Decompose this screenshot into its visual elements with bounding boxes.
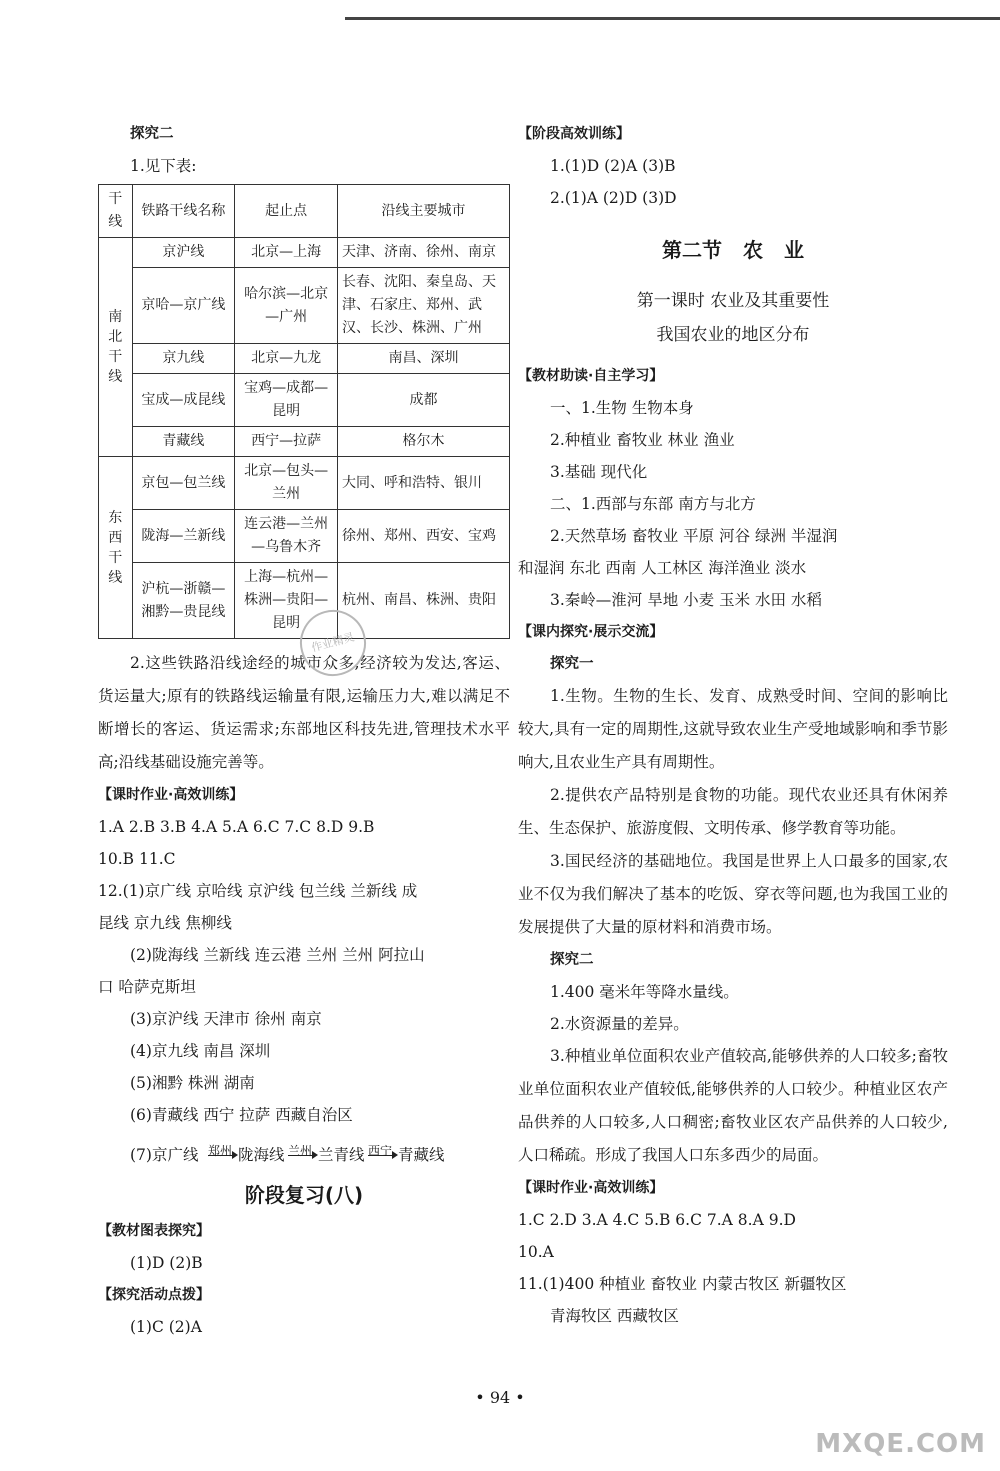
explore1-para2: 2.提供农产品特别是食物的功能。现代农业还具有休闲养生、生态保护、旅游度假、文明传承、修学教育等功能。 [518,786,948,837]
stage-review-title: 阶段复习(八) [244,1183,364,1207]
table-cell: 京包—包兰线 [132,457,235,510]
right-column [518,118,948,1332]
table-cell: 京九线 [132,344,235,374]
chart-explore-header: 【教材图表探究】 [98,1223,210,1239]
right-homework-answers-1: 1.C 2.D 3.A 4.C 5.B 6.C 7.A 8.A 9.D [518,1211,796,1229]
left-column [98,118,510,1343]
explore1-para3: 3.国民经济的基础地位。我国是世界上人口最多的国家,农业不仅为我们解决了基本的吃饭、穿衣等问题,也为我国工业的发展提供了大量的原材料和消费市场。 [518,852,948,936]
table-cell: 青藏线 [132,427,235,457]
lesson-title-2: 我国农业的地区分布 [656,325,810,345]
q11-line-b: 青海牧区 西藏牧区 [550,1307,679,1325]
page-number: • 94 • [475,1388,525,1407]
table-row [99,268,510,344]
activity-answers: (1)C (2)A [130,1318,202,1336]
explore2-para2: 2.这些铁路沿线途经的城市众多,经济较为发达,客运、货运量大;原有的铁路线运输量有限,运输压力大,难以满足不断增长的客运、货运需求;东部地区科技先进,管理技术水平高;沿线基础设施完善等。 [98,654,510,771]
explore2-right-para3: 3.种植业单位面积农业产值较高,能够供养的人口较多;畜牧业单位面积农业产值较低,能够供养的人口较少。种植业区农产品供养的人口较多,人口稠密;畜牧业区农产品供养的人口较少,人口稀疏。形成了我国人口东多西少的局面。 [518,1047,948,1164]
table-cell: 陇海—兰新线 [132,510,235,563]
q12-part2a: (2)陇海线 兰新线 连云港 兰州 兰州 阿拉山 [130,946,425,964]
arrow-label: 西宁 [368,1144,393,1158]
arrow-icon [368,1141,396,1156]
explore2-right-line2: 2.水资源量的差异。 [550,1015,689,1033]
q12-part6: (6)青藏线 西宁 拉萨 西藏自治区 [130,1106,353,1124]
top-rule [345,17,1000,20]
table-row [99,457,510,510]
table-cell: 杭州、南昌、株洲、贵阳 [338,563,510,639]
homework-header: 【课时作业·高效训练】 [98,787,244,803]
table-header: 沿线主要城市 [338,185,510,238]
reading-header: 【教材助读·自主学习】 [518,368,664,384]
q12-part4: (4)京九线 南昌 深圳 [130,1042,271,1060]
table-cell: 宝鸡—成都—昆明 [235,374,338,427]
section-title: 第二节 农 业 [662,238,804,262]
table-cell: 宝成—成昆线 [132,374,235,427]
table-header: 起止点 [235,185,338,238]
chart-explore-answers: (1)D (2)B [130,1254,203,1272]
q12-part7-flow [98,1131,510,1171]
stage-training-answers-2: 2.(1)A (2)D (3)D [550,189,677,207]
table-cell: 格尔木 [338,427,510,457]
arrow-label: 郑州 [208,1144,233,1158]
arrow-icon [208,1141,236,1156]
explore2-title: 探究二 [130,126,174,142]
q12-part1a: 12.(1)京广线 京哈线 京沪线 包兰线 兰新线 成 [98,882,418,900]
table-row [99,238,510,268]
homework-answers-1: 1.A 2.B 3.B 4.A 5.A 6.C 7.C 8.D 9.B [98,818,375,836]
table-cell: 哈尔滨—北京—广州 [235,268,338,344]
table-row [99,510,510,563]
explore2-right-line1: 1.400 毫米年等降水量线。 [550,983,739,1001]
lesson-title-1: 第一课时 农业及其重要性 [636,291,830,311]
stamp-seal: 作业精灵 [293,603,374,684]
table-cell: 南昌、深圳 [338,344,510,374]
reading-line-3: 3.基础 现代化 [550,463,648,481]
table-row [99,344,510,374]
table-cell: 沪杭—浙赣—湘黔—贵昆线 [132,563,235,639]
table-cell: 长春、沈阳、秦皇岛、天津、石家庄、郑州、武汉、长沙、株洲、广州 [338,268,510,344]
arrow-label: 兰州 [288,1144,313,1158]
reading-line-4: 二、1.西部与东部 南方与北方 [550,495,756,513]
table-cell: 徐州、郑州、西安、宝鸡 [338,510,510,563]
reading-line-1: 一、1.生物 生物本身 [550,399,694,417]
explore2-line1: 1.见下表: [130,157,197,175]
q12-part2b: 口 哈萨克斯坦 [98,978,196,996]
table-cell: 京哈—京广线 [132,268,235,344]
q12-part1b: 昆线 京九线 焦柳线 [98,914,232,932]
q12-part5: (5)湘黔 株洲 湖南 [130,1074,255,1092]
table-cell: 大同、呼和浩特、银川 [338,457,510,510]
reading-line-2: 2.种植业 畜牧业 林业 渔业 [550,431,735,449]
explore1-para1: 1.生物。生物的生长、发育、成熟受时间、空间的影响比较大,具有一定的周期性,这就导致农业生产受地域影响和季节影响大,且农业生产具有周期性。 [518,687,948,771]
table-cell: 成都 [338,374,510,427]
table-header-row [99,185,510,238]
activity-header: 【探究活动点拨】 [98,1287,210,1303]
flow-segment: (7)京广线 [130,1146,199,1164]
flow-segment: 兰青线 [318,1146,365,1164]
table-row [99,374,510,427]
flow-segment: 陇海线 [238,1146,285,1164]
arrow-icon [288,1141,316,1156]
table-cell: 连云港—兰州—乌鲁木齐 [235,510,338,563]
table-cell: 北京—上海 [235,238,338,268]
table-header: 铁路干线名称 [132,185,235,238]
flow-segment: 青藏线 [398,1146,445,1164]
reading-line-6: 3.秦岭—淮河 旱地 小麦 玉米 水田 水稻 [550,591,822,609]
table-row [99,427,510,457]
table-cell: 北京—包头—兰州 [235,457,338,510]
explore1-title: 探究一 [550,656,594,672]
group-north-south: 南北干线 [99,238,133,457]
table-cell: 京沪线 [132,238,235,268]
stage-training-answers-1: 1.(1)D (2)A (3)B [550,157,676,175]
stage-training-header: 【阶段高效训练】 [518,126,630,142]
group-east-west: 东西干线 [99,457,133,639]
watermark-logo: MXQE.COM [815,1429,986,1459]
explore2-right-title: 探究二 [550,952,594,968]
homework-answers-2: 10.B 11.C [98,850,176,868]
q11-line-a: 11.(1)400 种植业 畜牧业 内蒙古牧区 新疆牧区 [518,1275,847,1293]
class-explore-header: 【课内探究·展示交流】 [518,624,664,640]
q12-part3: (3)京沪线 天津市 徐州 南京 [130,1010,322,1028]
table-cell: 西宁—拉萨 [235,427,338,457]
reading-line-5b: 和湿润 东北 西南 人工林区 海洋渔业 淡水 [518,559,807,577]
right-homework-answers-2: 10.A [518,1243,554,1261]
reading-line-5a: 2.天然草场 畜牧业 平原 河谷 绿洲 半湿润 [550,527,838,545]
right-homework-header: 【课时作业·高效训练】 [518,1180,664,1196]
table-cell: 北京—九龙 [235,344,338,374]
table-cell: 天津、济南、徐州、南京 [338,238,510,268]
table-header: 干线 [99,185,133,238]
railway-table [98,184,510,639]
table-cell: 上海—杭州—株洲—贵阳—昆明 [235,563,338,639]
